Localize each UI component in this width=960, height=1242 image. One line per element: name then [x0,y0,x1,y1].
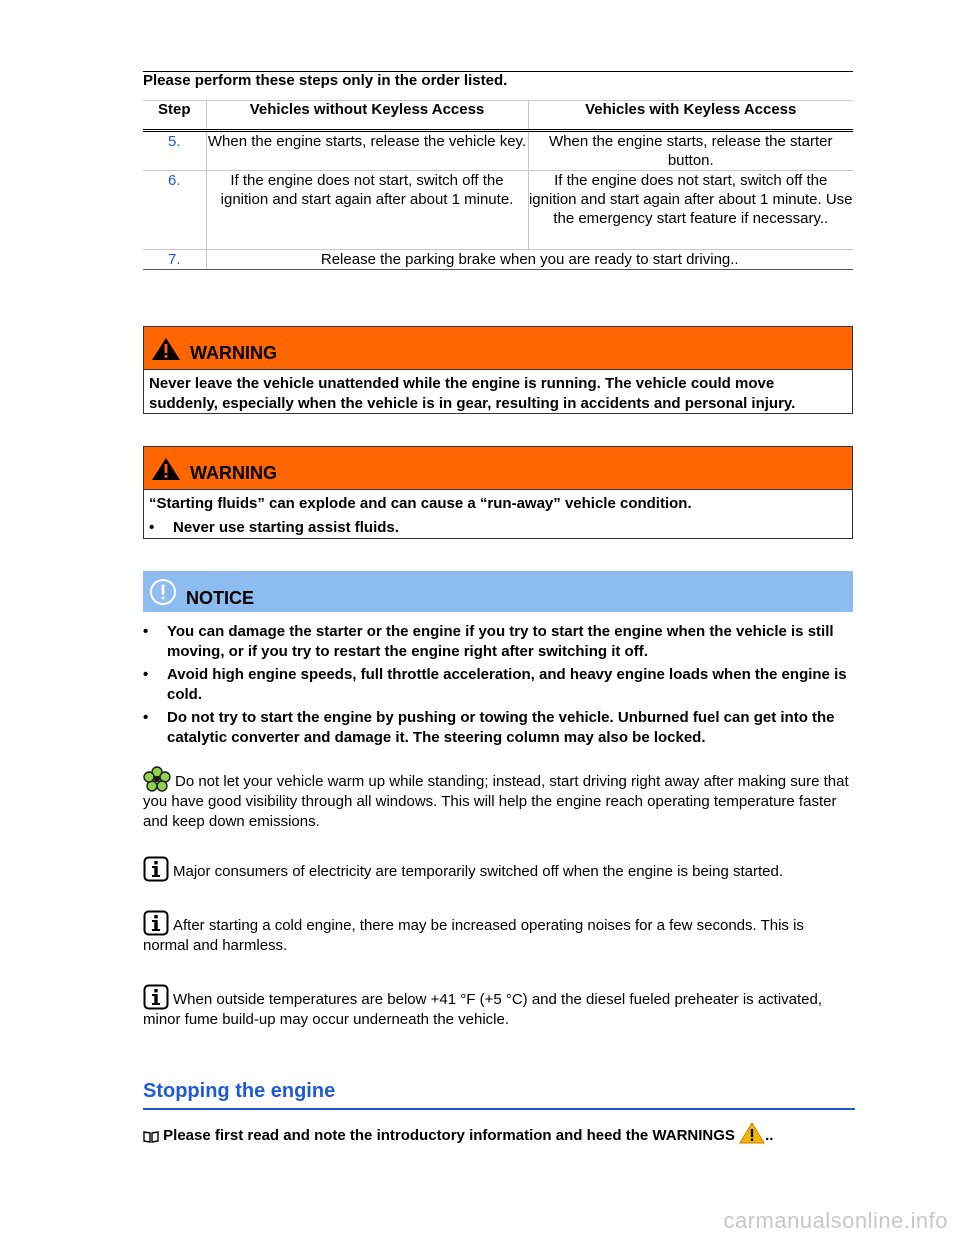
cell-without-keyless: When the engine starts, release the vehicle key. [206,131,528,171]
info-tip-text: After starting a cold engine, there may be increased operating noises for a few seconds. This is normal and harmless. [143,917,804,954]
warning-text [144,370,852,418]
warning-header [144,447,852,490]
info-icon [143,910,169,936]
list-item [143,622,853,662]
warning-header [144,327,852,370]
warning-triangle-icon [151,457,181,481]
steps-table [143,71,853,270]
bullet-icon: • [143,709,149,726]
info-icon [143,856,169,882]
info-tip [143,910,853,956]
environment-tip [143,766,853,832]
warning-triangle-icon[interactable] [739,1122,765,1144]
bullet-text: Do not try to start the engine by pushing or towing the vehicle. Unburned fuel can get into the catalytic converter and damage it. The steering column may also be locked. [167,709,835,746]
info-tip-text: When outside temperatures are below +41 °F (+5 °C) and the diesel fueled preheater is activated, minor fume build-up may occur underneath the vehicle. [143,991,823,1028]
bullet-icon: • [149,519,155,536]
intro-text: Please first read and note the introductory information and heed the WARNINGS [163,1127,735,1144]
environment-flower-icon [143,766,171,792]
list-item [149,518,846,538]
bullet-text: Avoid high engine speeds, full throttle acceleration, and heavy engine loads when the engine is cold. [167,666,847,703]
notice-header [143,571,853,612]
warning-paragraph: Never leave the vehicle unattended while the engine is running. The vehicle could move suddenly, especially when the vehicle is in gear, resulting in accidents and personal injury. [149,375,796,412]
list-item [143,708,853,748]
bullet-icon: • [143,666,149,683]
warning-title: WARNING [190,463,277,483]
bullet-text: Never use starting assist fluids. [173,519,399,536]
header-with-keyless: Vehicles with Keyless Access [528,101,853,131]
exclamation-circle-icon [149,578,177,606]
warning-triangle-icon [151,337,181,361]
cell-without-keyless: If the engine does not start, switch off the ignition and start again after about 1 minute. [206,171,528,250]
warning-box [143,446,853,539]
book-icon [143,1130,159,1144]
cell-both: Release the parking brake when you are ready to start driving.. [206,250,853,270]
warning-box [143,326,853,414]
step-number[interactable]: 5. [143,131,206,171]
table-row [143,131,853,171]
step-number[interactable]: 6. [143,171,206,250]
table-row [143,171,853,250]
bullet-icon: • [143,623,149,640]
bullet-text: You can damage the starter or the engine if you try to start the engine when the vehicle is still moving, or if you try to restart the engine right after switching it off. [167,623,834,660]
environment-tip-text: Do not let your vehicle warm up while standing; instead, start driving right away after making sure that you have good visibility through all windows. This will help the engine reach operating temperature faster and keep down emissions. [143,773,849,830]
header-without-keyless: Vehicles without Keyless Access [206,101,528,131]
info-tip-text: Major consumers of electricity are temporarily switched off when the engine is being started. [173,863,784,880]
info-tip [143,984,853,1030]
step-number[interactable]: 7. [143,250,206,270]
table-row [143,250,853,270]
warning-text [144,490,852,542]
notice-body [143,622,853,751]
watermark: carmanualsonline.info [723,1208,948,1233]
table-caption: Please perform these steps only in the order listed. [143,72,853,101]
intro-line [143,1122,773,1146]
header-step: Step [143,101,206,131]
info-tip [143,856,853,882]
list-item [143,665,853,705]
warning-paragraph: “Starting fluids” can explode and can cause a “run-away” vehicle condition. [149,495,692,512]
info-icon [143,984,169,1010]
cell-with-keyless: When the engine starts, release the starter button. [528,131,853,171]
section-heading: Stopping the engine [143,1080,855,1110]
cell-with-keyless: If the engine does not start, switch off the ignition and start again after about 1 minute. Use the emergency start feature if necessary.. [528,171,853,250]
warning-title: WARNING [190,343,277,363]
intro-suffix: .. [765,1127,774,1144]
notice-title: NOTICE [186,588,255,608]
